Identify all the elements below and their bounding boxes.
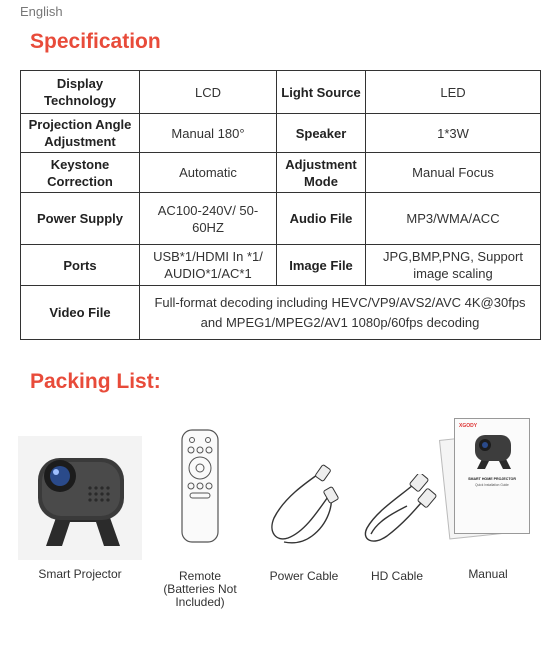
table-row — [21, 193, 541, 245]
spec-value: Automatic — [140, 153, 277, 193]
specification-table — [20, 70, 541, 340]
item-caption: Power Cable — [269, 569, 339, 583]
spec-value: Manual 180° — [140, 114, 277, 153]
manual-brand: XGODY — [459, 423, 478, 429]
list-item — [262, 464, 346, 583]
spec-label: Video File — [21, 286, 140, 340]
spec-label: Projection Angle Adjustment — [21, 114, 140, 153]
spec-label: Light Source — [277, 71, 366, 114]
manual-cover-title: SMART HOME PROJECTOR — [468, 477, 516, 481]
spec-label: Ports — [21, 245, 140, 286]
manual-image — [442, 416, 534, 540]
table-row — [21, 71, 541, 114]
spec-label: Keystone Correction — [21, 153, 140, 193]
spec-value: Manual Focus — [366, 153, 541, 193]
table-row — [21, 153, 541, 193]
manual-cover-picture — [469, 431, 517, 471]
item-caption: Remote (Batteries Not Included) — [163, 569, 237, 609]
projector-image — [18, 436, 142, 560]
spec-label: Image File — [277, 245, 366, 286]
spec-label: Power Supply — [21, 193, 140, 245]
table-row — [21, 286, 541, 340]
list-item — [436, 416, 540, 581]
list-item — [18, 436, 142, 581]
item-caption: Smart Projector — [38, 567, 122, 581]
spec-label: Display Technology — [21, 71, 140, 114]
packing-list-heading: Packing List: — [30, 370, 161, 393]
spec-value: Full-format decoding including HEVC/VP9/AVS2/AVC 4K@30fps and MPEG1/MPEG2/AV1 1080p/60fps decoding — [140, 286, 541, 340]
spec-value: AC100-240V/ 50-60HZ — [140, 193, 277, 245]
table-row — [21, 114, 541, 153]
manual-cover-subtitle: Quick Installation Guide — [475, 483, 509, 487]
spec-label: Audio File — [277, 193, 366, 245]
spec-value: LED — [366, 71, 541, 114]
list-item — [356, 474, 438, 583]
remote-control-image — [180, 428, 220, 544]
spec-label: Speaker — [277, 114, 366, 153]
spec-value: 1*3W — [366, 114, 541, 153]
power-cable-image — [264, 464, 344, 546]
spec-label: Adjustment Mode — [277, 153, 366, 193]
item-caption: HD Cable — [370, 569, 424, 583]
hdmi-cable-image — [357, 474, 437, 546]
packing-list — [0, 412, 560, 612]
spec-value: LCD — [140, 71, 277, 114]
item-caption: Manual — [468, 567, 508, 581]
spec-value: JPG,BMP,PNG, Support image scaling — [366, 245, 541, 286]
spec-value: USB*1/HDMI In *1/ AUDIO*1/AC*1 — [140, 245, 277, 286]
list-item — [150, 428, 250, 609]
spec-value: MP3/WMA/ACC — [366, 193, 541, 245]
specification-heading: Specification — [30, 30, 161, 53]
language-label[interactable]: English — [20, 4, 63, 19]
table-row — [21, 245, 541, 286]
